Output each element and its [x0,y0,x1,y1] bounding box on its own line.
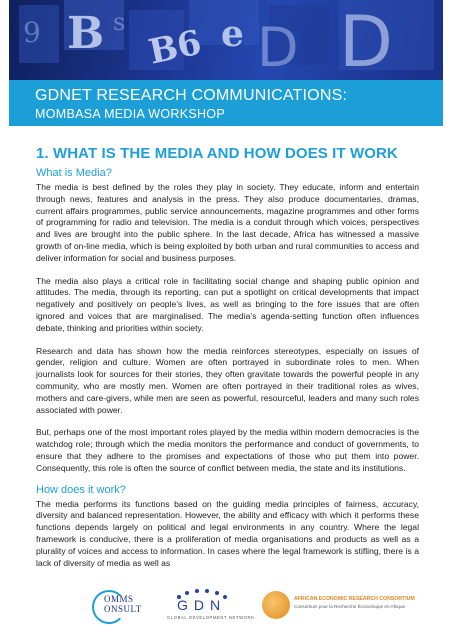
document-title: GDNET RESEARCH COMMUNICATIONS: [35,87,348,104]
document-subtitle: MOMBASA MEDIA WORKSHOP [35,107,225,121]
svg-text:B6: B6 [145,22,205,73]
svg-text:9: 9 [23,16,41,49]
comms-consult-logo: OMMS ONSULT [92,588,152,624]
aerc-logo: AFRICAN ECONOMIC RESEARCH CONSORTIUM Consortium pour la Recherche Économique en Afrique [262,588,412,624]
svg-text:s: s [113,8,126,36]
paragraph: The media also plays a critical role in facilitating social change and shaping public opinion and attitudes. The media, through its reporting, can put a spotlight on critical developments that impact negatively and positively on people’s lives, as well as bringing to the fore issues that are often ignored and voices that are marginalised. The media’s agenda-setting function often influences debate, thinking and priorities within society. [36,275,419,333]
body-content [36,167,419,580]
footer-logos [0,588,452,628]
paragraph: Research and data has shown how the media reinforces stereotypes, especially on issues of gender, religion and culture. Women are often portrayed in subordinate roles to men. When journalists look for sources for their stories, they often gravitate towards the powerful people in any community, who are mostly men. Women are often portrayed in their traditional roles as wives, mothers and care-givers, while men are seen as powerful, resourceful, leaders and many such roles associated with power. [36,345,419,415]
header-banner-image [9,0,443,80]
svg-text:D: D [339,1,393,80]
paragraph: The media is best defined by the roles they play in society. They educate, inform and entertain through news, features and analysis in the press. They also produce documentaries, dramas, current affairs programmes, public service announcements, magazine programmes and other forms of programming for radio and television. The media is a conduit through which voices, perspectives and lives are brought into the public sphere. In the last decade, Africa has witnessed a massive growth of on-line media, which is being exploited by both urban and rural communities to access and deliver information for social and business purposes. [36,182,419,263]
paragraph: The media performs its functions based on the guiding media principles of fairness, accuracy, diversity and balanced representation. However, the ability and efficacy with which it performs these functions depends largely on political and legal environments in any country. Where the legal framework is conducive, there is a proliferation of media organisations and products as well as a plurality of voices and access to information. In cases where the legal framework is stifling, there is a lack of diversity of media as well as [36,498,419,568]
svg-text:e: e [221,13,244,55]
subheading-how-does-it-work: How does it work? [36,483,126,496]
section-heading: 1. WHAT IS THE MEDIA AND HOW DOES IT WORK [36,145,398,162]
svg-text:B: B [67,8,105,59]
title-band [9,80,443,126]
globe-icon [262,591,290,619]
paragraph: But, perhaps one of the most important roles played by the media within modern democracies is the watchdog role; through which the media monitors the performance and conduct of governments, to ensure that they adhere to the promises and expectations of those who put them into power. Consequently, this role is often the source of conflict between media, the state and its institutions. [36,427,419,473]
gdn-logo: GDN GLOBAL DEVELOPMENT NETWORK [163,588,243,624]
svg-text:D: D [257,16,299,79]
subheading-what-is-media: What is Media? [36,167,112,179]
letterpress-type-illustration [9,0,443,80]
